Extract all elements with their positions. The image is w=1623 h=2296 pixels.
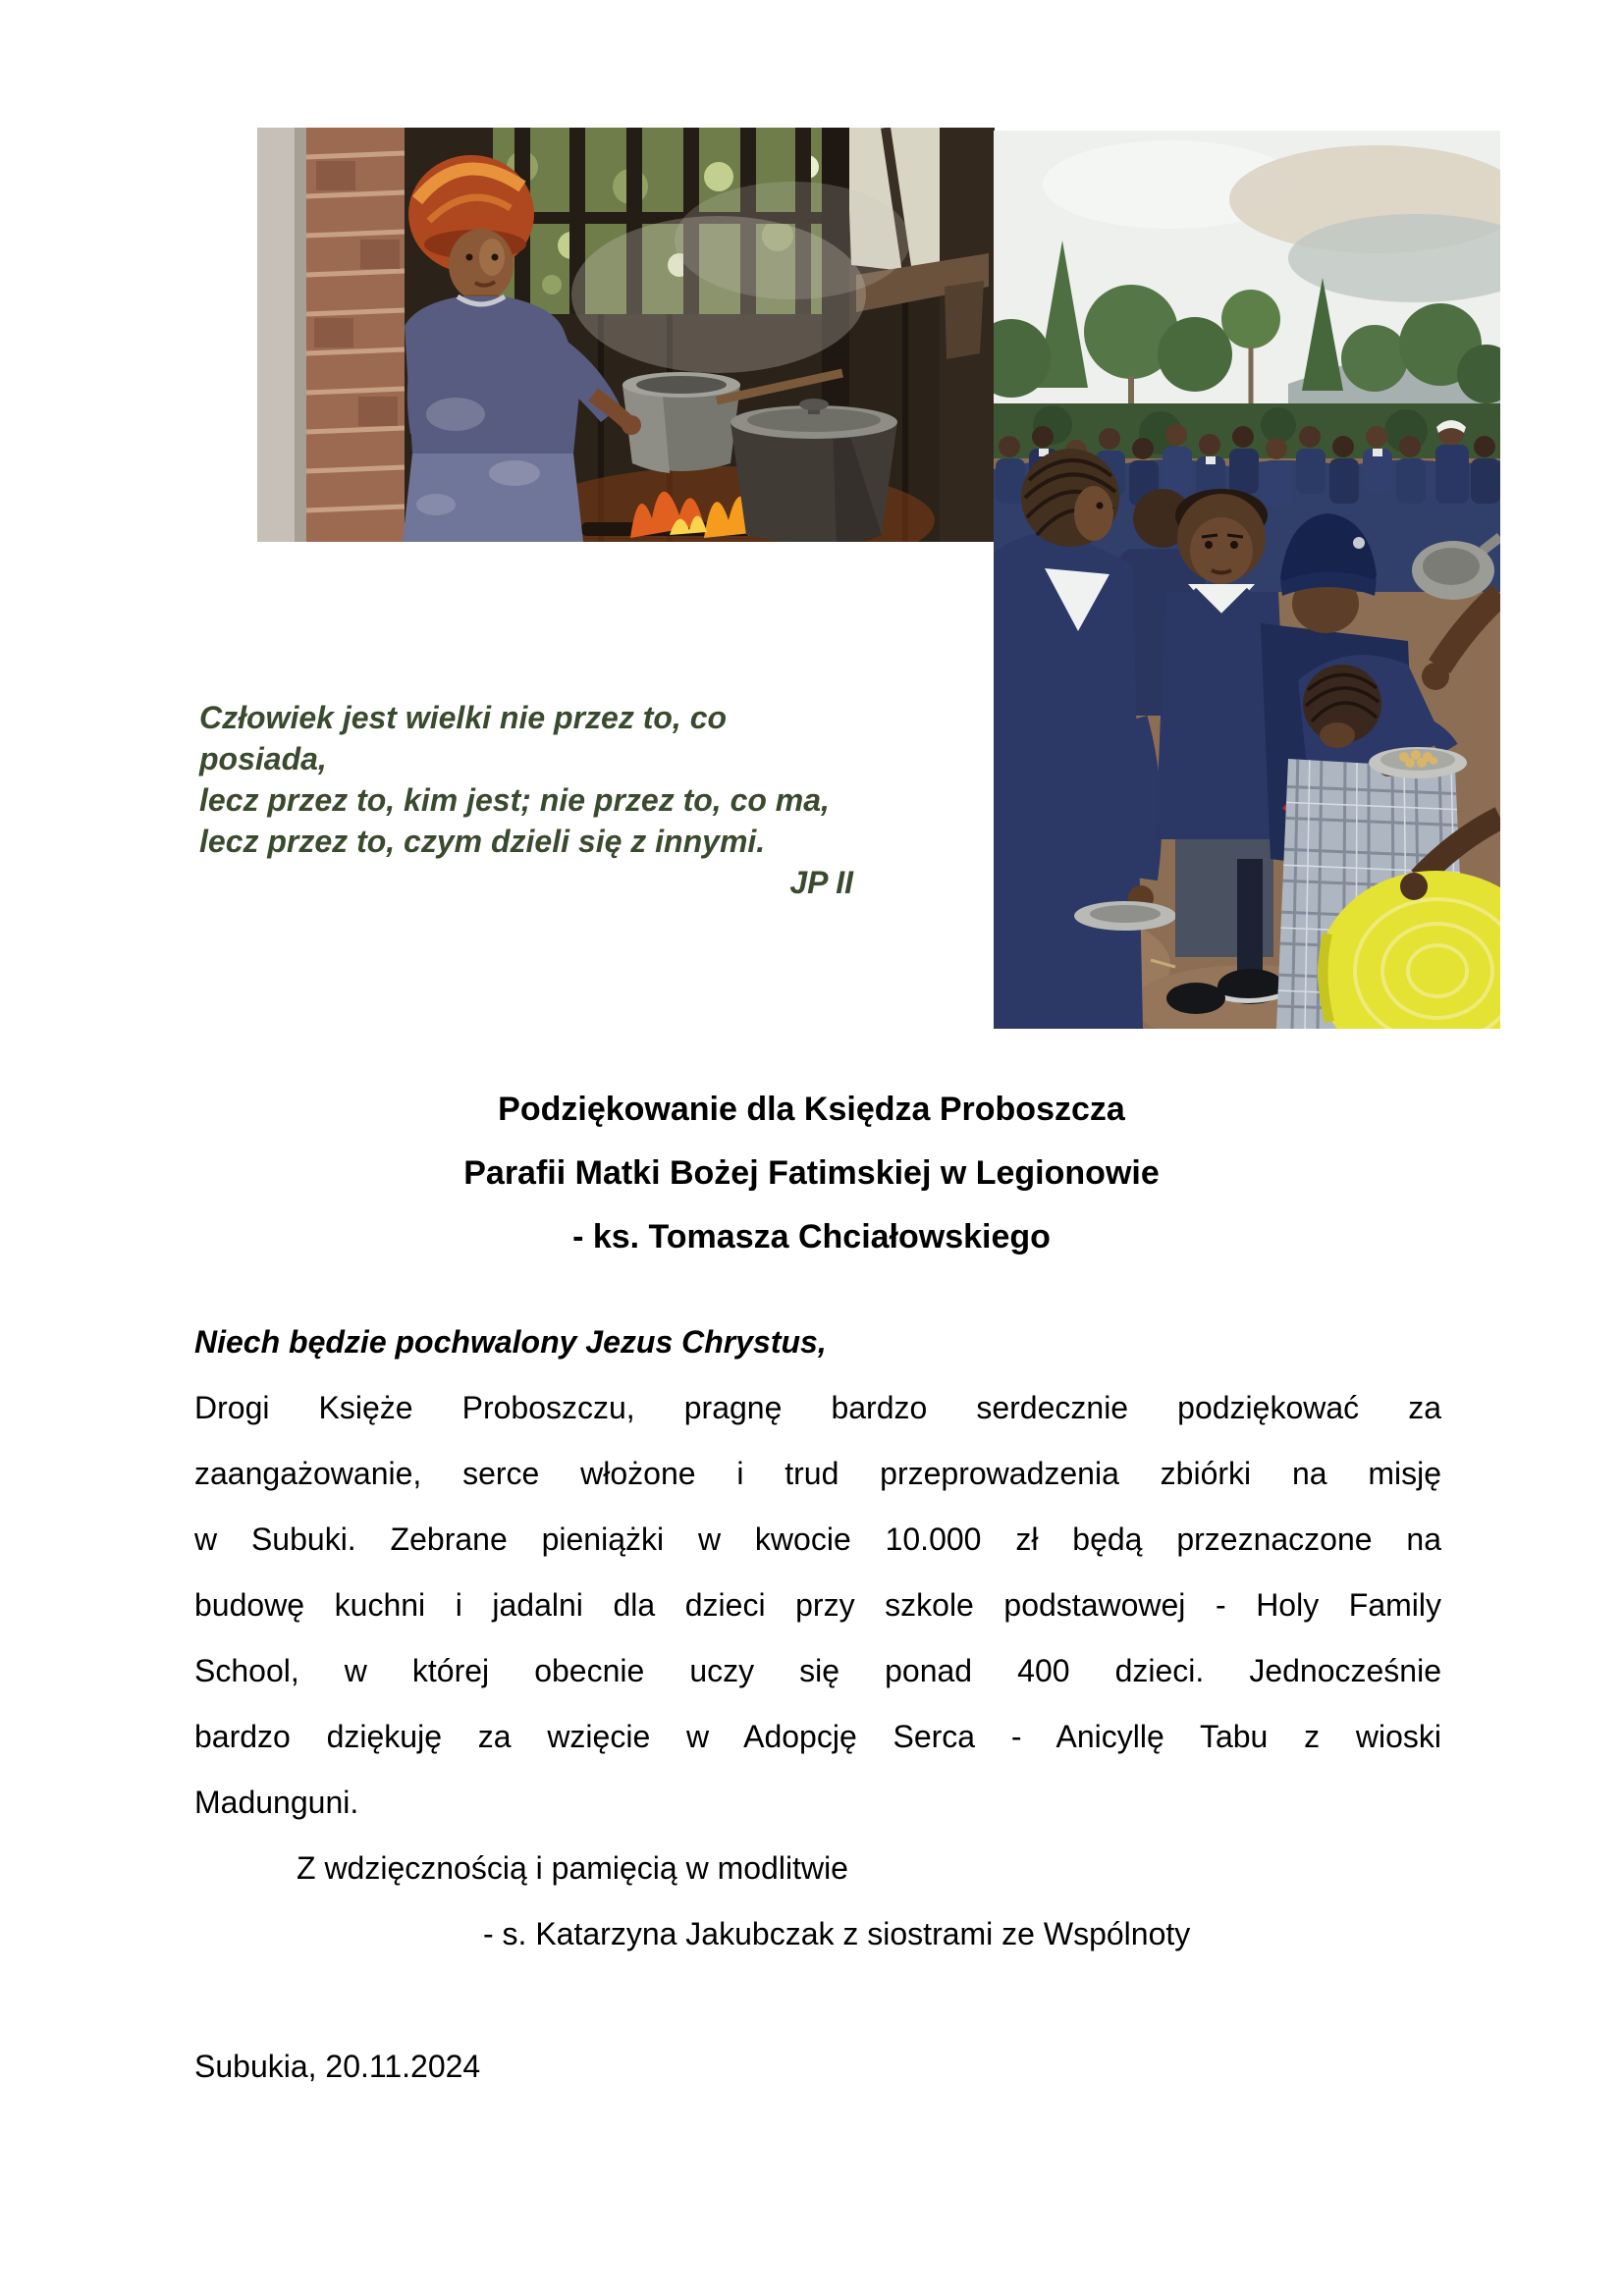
quote-line-2: lecz przez to, kim jest; nie przez to, co ma, (199, 782, 830, 818)
quote-block (199, 697, 857, 903)
closing-line-1: Z wdzięcznością i pamięcią w modlitwie (297, 1850, 848, 1886)
body-line: zaangażowanie, serce włożone i trud przeprowadzenia zbiórki na misję (194, 1456, 1441, 1491)
salutation: Niech będzie pochwalony Jezus Chrystus, (194, 1324, 827, 1360)
quote-attribution: JP II (789, 865, 853, 900)
body-line: School, w której obecnie uczy się ponad 400 dzieci. Jednocześnie (194, 1653, 1441, 1688)
photo-children-queue-illustration (994, 131, 1500, 1029)
photo-kitchen-illustration (257, 128, 995, 542)
quote-line-3: lecz przez to, czym dzieli się z innymi. (199, 824, 766, 859)
letter-body (194, 1309, 1441, 1967)
date-line: Subukia, 20.11.2024 (194, 2049, 481, 2084)
body-line: w Subuki. Zebrane pieniążki w kwocie 10.000 zł będą przeznaczone na (194, 1522, 1441, 1557)
photo-children-queue (994, 131, 1500, 1029)
photo-kitchen (257, 128, 995, 542)
title-line-2: Parafii Matki Bożej Fatimskiej w Legionowie (463, 1154, 1160, 1192)
letter-title (0, 1078, 1623, 1269)
title-line-1: Podziękowanie dla Księdza Proboszcza (498, 1091, 1125, 1128)
closing-line-2: - s. Katarzyna Jakubczak z siostrami ze Wspólnoty (483, 1916, 1191, 1951)
body-line: Madunguni. (194, 1785, 359, 1820)
body-line: bardzo dziękuję za wzięcie w Adopcję Serca - Anicyllę Tabu z wioski (194, 1719, 1441, 1754)
title-line-3: - ks. Tomasza Chciałowskiego (572, 1218, 1051, 1255)
quote-line-1: Człowiek jest wielki nie przez to, co posiada, (199, 700, 728, 776)
body-line: budowę kuchni i jadalni dla dzieci przy szkole podstawowej - Holy Family (194, 1587, 1441, 1623)
body-line: Drogi Księże Proboszczu, pragnę bardzo serdecznie podziękować za (194, 1390, 1441, 1425)
